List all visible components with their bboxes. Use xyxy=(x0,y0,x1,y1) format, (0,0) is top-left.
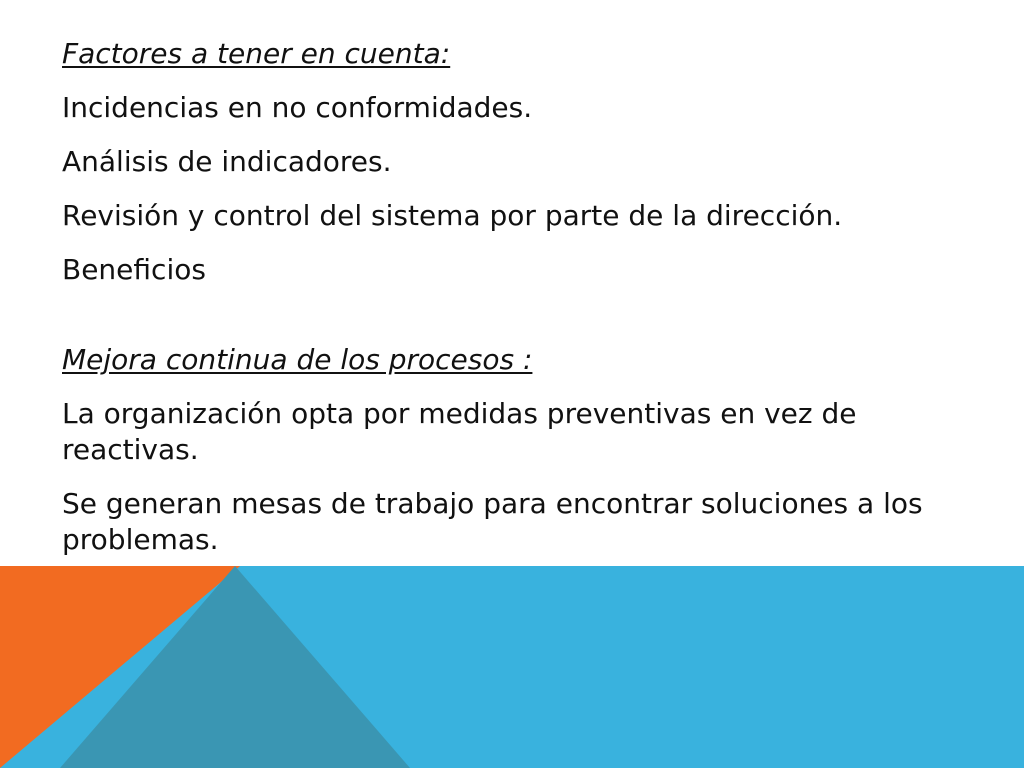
slide-body xyxy=(62,36,962,576)
factor-item-benefits: Beneficios xyxy=(62,253,206,286)
factor-item-nonconformities: Incidencias en no conformidades. xyxy=(62,91,533,124)
decorative-footer-shapes xyxy=(0,566,1024,768)
section-heading-factors: Factores a tener en cuenta: xyxy=(62,37,451,70)
improvement-item-preventive: La organización opta por medidas preventivas en vez de reactivas. xyxy=(62,397,857,466)
section-heading-continuous-improvement: Mejora continua de los procesos : xyxy=(62,343,533,376)
improvement-item-work-tables: Se generan mesas de trabajo para encontrar soluciones a los problemas. xyxy=(62,487,923,556)
factor-item-indicators: Análisis de indicadores. xyxy=(62,145,392,178)
factor-item-management-review: Revisión y control del sistema por parte de la dirección. xyxy=(62,199,843,232)
paragraph-spacer xyxy=(62,306,962,342)
